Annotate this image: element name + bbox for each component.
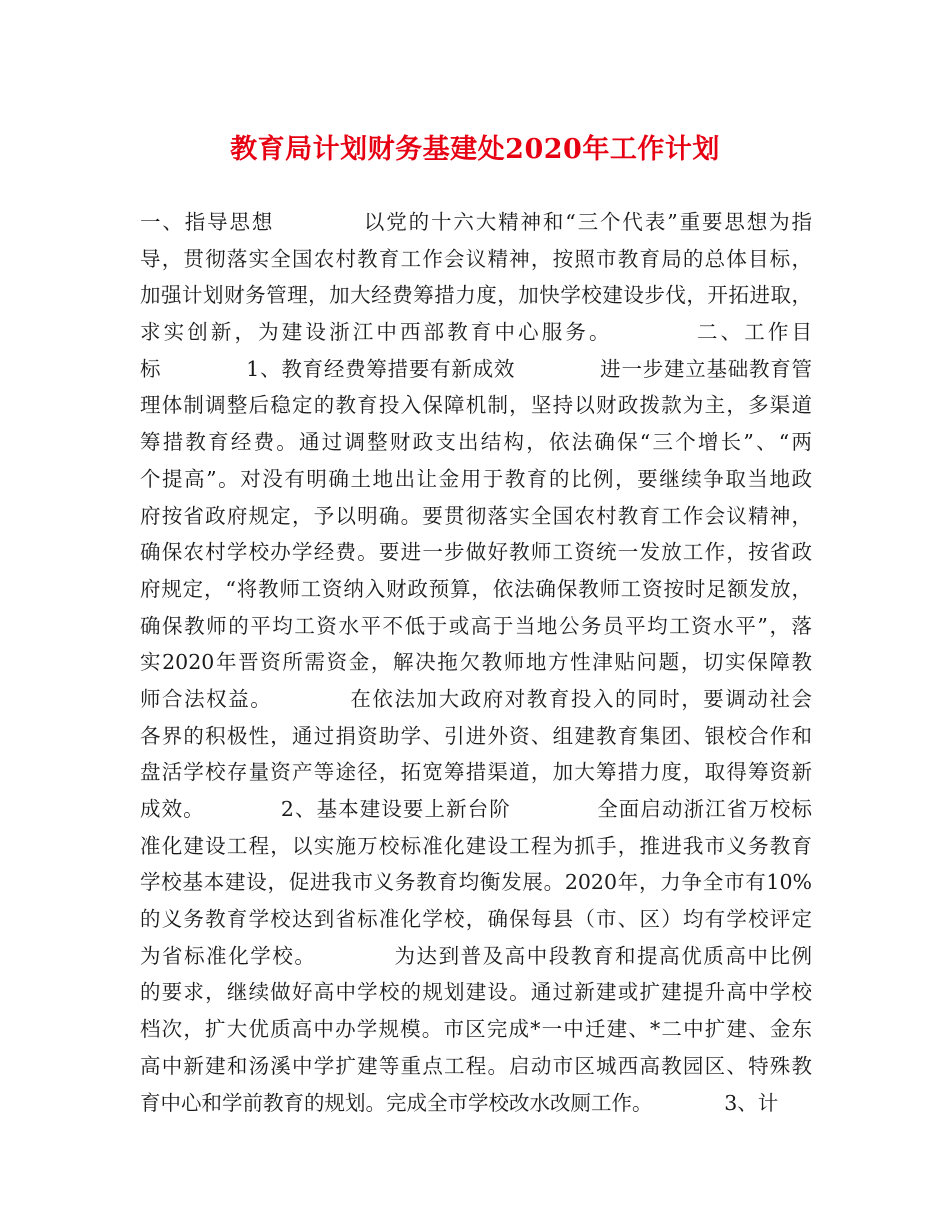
body-line: 档次，扩大优质高中办学规模。市区完成*一中迁建、*二中扩建、金东 [140, 1017, 812, 1042]
body-line: 的义务教育学校达到省标准化学校，确保每县（市、区）均有学校评定 [140, 907, 812, 932]
body-line: 导，贯彻落实全国农村教育工作会议精神，按照市教育局的总体目标， [140, 246, 812, 271]
body-line: 一、指导思想 以党的十六大精神和“三个代表”重要思想为指 [140, 210, 812, 234]
document-title: 教育局计划财务基建处2020年工作计划 [230, 134, 720, 165]
body-line: 个提高”。对没有明确土地出让金用于教育的比例，要继续争取当地政 [140, 466, 812, 491]
body-line: 实2020年晋资所需资金，解决拖欠教师地方性津贴问题，切实保障教 [140, 650, 812, 675]
body-line: 府按省政府规定，予以明确。要贯彻落实全国农村教育工作会议精神， [140, 503, 812, 528]
body-line: 成效。 2、基本建设要上新台阶 全面启动浙江省万校标 [140, 797, 812, 821]
document-body [140, 204, 812, 1121]
body-line: 标 1、教育经费筹措要有新成效 进一步建立基础教育管 [140, 356, 812, 381]
body-line: 准化建设工程，以实施万校标准化建设工程为抓手，推进我市义务教育 [140, 833, 812, 858]
body-line: 求实创新，为建设浙江中西部教育中心服务。 二、工作目 [140, 320, 812, 345]
body-line: 的要求，继续做好高中学校的规划建设。通过新建或扩建提升高中学校 [140, 980, 812, 1005]
body-line: 为省标准化学校。 为达到普及高中段教育和提高优质高中比例 [140, 943, 812, 968]
body-line: 盘活学校存量资产等途径，拓宽筹措渠道，加大筹措力度，取得筹资新 [140, 760, 812, 785]
body-line: 学校基本建设，促进我市义务教育均衡发展。2020年，力争全市有10% [140, 870, 812, 895]
body-line: 府规定，“将教师工资纳入财政预算，依法确保教师工资按时足额发放， [140, 576, 812, 601]
body-line: 师合法权益。 在依法加大政府对教育投入的同时，要调动社会 [140, 686, 812, 711]
body-line: 高中新建和汤溪中学扩建等重点工程。启动市区城西高教园区、特殊教 [140, 1053, 812, 1078]
body-line: 育中心和学前教育的规划。完成全市学校改水改厕工作。 3、计 [140, 1090, 779, 1115]
body-line: 各界的积极性，通过捐资助学、引进外资、组建教育集团、银校合作和 [140, 723, 812, 748]
body-line: 加强计划财务管理，加大经费筹措力度，加快学校建设步伐，开拓进取， [140, 283, 812, 308]
body-line: 筹措教育经费。通过调整财政支出结构，依法确保“三个增长”、“两 [140, 430, 812, 455]
body-line: 确保教师的平均工资水平不低于或高于当地公务员平均工资水平”，落 [140, 613, 812, 638]
body-line: 确保农村学校办学经费。要进一步做好教师工资统一发放工作，按省政 [140, 540, 812, 565]
body-line: 理体制调整后稳定的教育投入保障机制，坚持以财政拨款为主，多渠道 [140, 393, 812, 418]
